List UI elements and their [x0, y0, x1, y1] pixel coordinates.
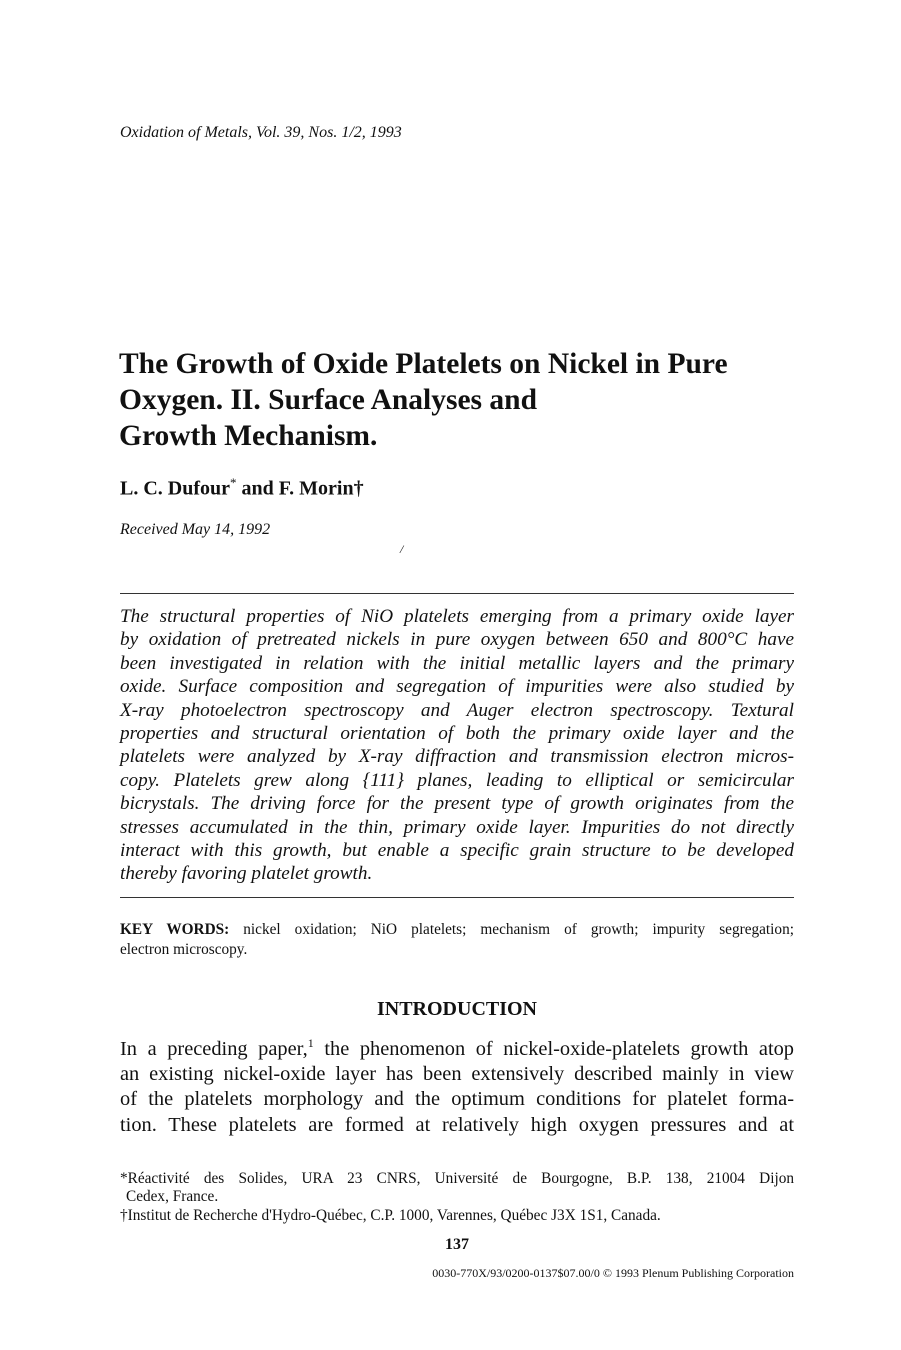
- author-name: L. C. Dufour: [120, 477, 231, 500]
- abstract-line: properties and structural orientation of both the primary oxide layer and the: [120, 723, 794, 745]
- abstract-bottom-rule: [120, 897, 794, 898]
- abstract: [120, 605, 794, 886]
- keywords-label: KEY WORDS:: [120, 921, 230, 938]
- body-text: In a preceding paper,: [120, 1038, 308, 1060]
- abstract-top-rule: [120, 593, 794, 594]
- abstract-line: bicrystals. The driving force for the present type of growth originates from the: [120, 793, 794, 815]
- reference-mark: 1: [307, 1036, 314, 1051]
- article-title: [119, 346, 839, 454]
- abstract-line: platelets were analyzed by X-ray diffraction and transmission electron micros-: [120, 746, 794, 768]
- abstract-line: copy. Platelets grew along {111} planes, leading to elliptical or semicircular: [120, 769, 794, 791]
- abstract-line: been investigated in relation with the initial metallic layers and the primary: [120, 652, 794, 674]
- abstract-line: by oxidation of pretreated nickels in pure oxygen between 650 and 800°C have: [120, 629, 794, 651]
- author-name: F. Morin: [278, 477, 354, 500]
- abstract-line: stresses accumulated in the thin, primary oxide layer. Impurities do not directly: [120, 816, 794, 838]
- received-date: Received May 14, 1992: [120, 521, 271, 538]
- footnote-line: †Institut de Recherche d'Hydro-Québec, C.P. 1000, Varennes, Québec J3X 1S1, Canada.: [120, 1206, 661, 1224]
- section-heading: INTRODUCTION: [376, 998, 538, 1020]
- footnote-line: *Réactivité des Solides, URA 23 CNRS, Université de Bourgogne, B.P. 138, 21004 Dijon: [120, 1170, 794, 1187]
- footnote-line: Cedex, France.: [126, 1188, 219, 1206]
- abstract-line: oxide. Surface composition and segregation of impurities were also studied by: [120, 676, 794, 698]
- keywords-text: nickel oxidation; NiO platelets; mechanism of growth; impurity segregation;: [229, 921, 794, 938]
- title-line: The Growth of Oxide Platelets on Nickel in Pure: [119, 348, 728, 380]
- keywords-line: [120, 920, 794, 940]
- title-line: Oxygen. II. Surface Analyses and: [119, 384, 537, 416]
- journal-citation: Oxidation of Metals, Vol. 39, Nos. 1/2, 1993: [120, 124, 402, 141]
- body-line: [120, 1037, 794, 1062]
- body-line: tion. These platelets are formed at relatively high oxygen pressures and at: [120, 1113, 794, 1136]
- author-footnote-mark: *: [230, 475, 237, 490]
- page-number: 137: [445, 1236, 469, 1253]
- abstract-line: X-ray photoelectron spectroscopy and Auger electron spectroscopy. Textural: [120, 699, 794, 721]
- body-line: of the platelets morphology and the optimum conditions for platelet forma-: [120, 1088, 794, 1111]
- author-list: [120, 475, 364, 501]
- copyright-line: 0030-770X/93/0200-0137$07.00/0 © 1993 Plenum Publishing Corporation: [432, 1266, 794, 1280]
- abstract-line: thereby favoring platelet growth.: [120, 863, 373, 885]
- keywords-line: electron microscopy.: [120, 941, 248, 958]
- introduction-text: [120, 1037, 794, 1138]
- author-footnote-mark: †: [353, 477, 364, 500]
- footnotes: [120, 1170, 794, 1225]
- stray-mark: /: [400, 542, 404, 556]
- body-text: the phenomenon of nickel-oxide-platelets growth atop: [313, 1038, 794, 1060]
- keywords: [120, 920, 794, 960]
- body-line: an existing nickel-oxide layer has been extensively described mainly in view: [120, 1063, 794, 1086]
- author-connector: and: [236, 477, 279, 500]
- abstract-line: The structural properties of NiO platelets emerging from a primary oxide layer: [120, 606, 794, 627]
- abstract-line: interact with this growth, but enable a specific grain structure to be developed: [120, 840, 794, 862]
- title-line: Growth Mechanism.: [119, 420, 378, 452]
